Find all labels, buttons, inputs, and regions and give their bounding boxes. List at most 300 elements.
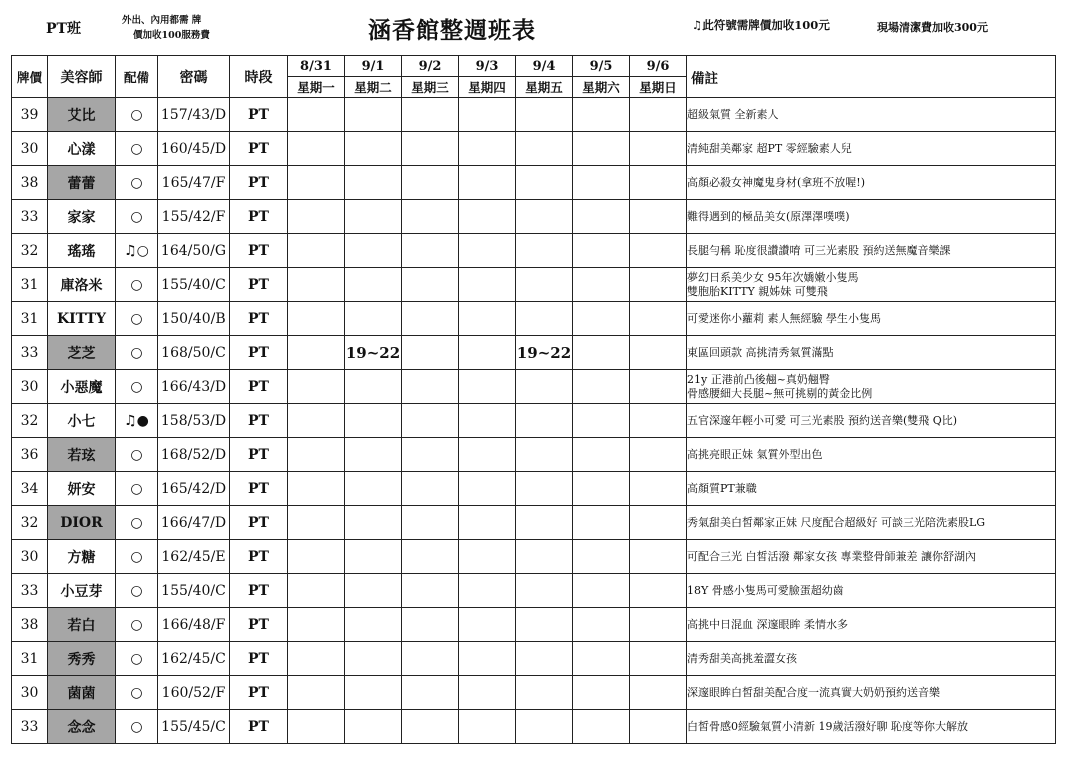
shift-cell — [630, 608, 687, 642]
shift-cell — [573, 642, 630, 676]
shift-cell — [345, 540, 402, 574]
stylist-row — [12, 200, 1056, 234]
price-cell: 39 — [12, 98, 48, 132]
time-slot-cell: PT — [230, 472, 288, 506]
col-header-equip: 配備 — [116, 56, 158, 98]
shift-cell — [573, 336, 630, 370]
shift-cell — [345, 166, 402, 200]
shift-cell — [288, 710, 345, 744]
shift-cell — [630, 472, 687, 506]
shift-cell — [288, 370, 345, 404]
stylist-row — [12, 98, 1056, 132]
shift-cell — [402, 438, 459, 472]
shift-cell — [459, 438, 516, 472]
shift-cell — [288, 200, 345, 234]
stylist-name-cell: 菌菌 — [48, 676, 116, 710]
shift-cell — [630, 132, 687, 166]
remark-cell — [687, 370, 1056, 404]
shift-cell — [345, 710, 402, 744]
date-header: 9/2 — [402, 56, 459, 77]
time-slot-cell: PT — [230, 540, 288, 574]
stylist-name-cell: 若玹 — [48, 438, 116, 472]
shift-cell — [345, 98, 402, 132]
shift-cell — [402, 200, 459, 234]
time-slot-cell: PT — [230, 200, 288, 234]
shift-cell — [402, 710, 459, 744]
shift-cell — [516, 268, 573, 302]
shift-cell — [516, 302, 573, 336]
price-cell: 31 — [12, 302, 48, 336]
stylist-name-cell: 念念 — [48, 710, 116, 744]
shift-cell — [630, 438, 687, 472]
equipment-cell: ○ — [116, 642, 158, 676]
equipment-cell: ○ — [116, 132, 158, 166]
password-cell: 160/52/F — [158, 676, 230, 710]
time-slot-cell: PT — [230, 676, 288, 710]
stylist-name-cell: 秀秀 — [48, 642, 116, 676]
date-header: 9/5 — [573, 56, 630, 77]
shift-cell — [288, 608, 345, 642]
page-title: 涵香館整週班表 — [368, 17, 536, 44]
time-slot-cell: PT — [230, 166, 288, 200]
shift-cell — [402, 506, 459, 540]
col-header-password: 密碼 — [158, 56, 230, 98]
password-cell: 162/45/E — [158, 540, 230, 574]
password-cell: 166/47/D — [158, 506, 230, 540]
date-header: 9/3 — [459, 56, 516, 77]
shift-cell — [630, 268, 687, 302]
shift-cell — [459, 608, 516, 642]
shift-cell — [288, 642, 345, 676]
remark-cell — [687, 404, 1056, 438]
time-slot-cell: PT — [230, 370, 288, 404]
shift-cell — [573, 608, 630, 642]
shift-cell — [573, 710, 630, 744]
remark-cell — [687, 132, 1056, 166]
price-cell: 30 — [12, 676, 48, 710]
remark-line: 難得遇到的極品美女(原澤澤噗噗) — [687, 209, 850, 223]
password-cell: 155/45/C — [158, 710, 230, 744]
shift-cell — [516, 234, 573, 268]
price-cell: 38 — [12, 166, 48, 200]
remark-line: 雙胞胎KITTY 親姊妹 可雙飛 — [687, 284, 828, 298]
stylist-row — [12, 370, 1056, 404]
shift-cell — [573, 506, 630, 540]
weekday-header: 星期日 — [630, 77, 687, 98]
shift-cell — [459, 506, 516, 540]
remark-line: 清秀甜美高挑羞澀女孩 — [687, 651, 797, 665]
shift-cell — [573, 404, 630, 438]
shift-cell — [459, 268, 516, 302]
shift-cell — [630, 302, 687, 336]
remark-line: 高挑亮眼正妹 氣質外型出色 — [687, 447, 823, 461]
remark-line: 超級氣質 全新素人 — [687, 107, 779, 121]
stylist-name-cell: 蕾蕾 — [48, 166, 116, 200]
stylist-name-cell: 小惡魔 — [48, 370, 116, 404]
stylist-name-cell: 瑤瑤 — [48, 234, 116, 268]
stylist-name-cell: 方糖 — [48, 540, 116, 574]
time-slot-cell: PT — [230, 608, 288, 642]
shift-cell — [402, 540, 459, 574]
shift-cell — [573, 132, 630, 166]
shift-cell — [345, 132, 402, 166]
shift-cell — [345, 506, 402, 540]
equipment-cell: ○ — [116, 472, 158, 506]
shift-cell — [402, 302, 459, 336]
password-cell: 164/50/G — [158, 234, 230, 268]
shift-cell — [516, 710, 573, 744]
price-cell: 33 — [12, 336, 48, 370]
shift-cell — [402, 642, 459, 676]
col-header-remark: 備註 — [687, 56, 1056, 98]
stylist-row — [12, 608, 1056, 642]
stylist-name-cell: 若白 — [48, 608, 116, 642]
time-slot-cell: PT — [230, 404, 288, 438]
shift-cell — [345, 608, 402, 642]
shift-cell — [402, 234, 459, 268]
remark-cell — [687, 676, 1056, 710]
stylist-name-cell: 芝芝 — [48, 336, 116, 370]
shift-cell — [402, 268, 459, 302]
price-cell: 33 — [12, 200, 48, 234]
password-cell: 165/42/D — [158, 472, 230, 506]
shift-cell — [459, 200, 516, 234]
remark-cell — [687, 336, 1056, 370]
shift-cell — [630, 200, 687, 234]
remark-line: 秀氣甜美白皙鄰家正妹 尺度配合超級好 可談三光陪洗素股LG — [687, 515, 986, 529]
stylist-row — [12, 574, 1056, 608]
remark-cell — [687, 200, 1056, 234]
shift-cell — [516, 370, 573, 404]
shift-cell — [402, 404, 459, 438]
remark-cell — [687, 710, 1056, 744]
password-cell: 166/48/F — [158, 608, 230, 642]
shift-cell — [573, 370, 630, 404]
remark-line: 可愛迷你小蘿莉 素人無經驗 學生小隻馬 — [687, 311, 881, 325]
price-cell: 38 — [12, 608, 48, 642]
price-cell: 34 — [12, 472, 48, 506]
shift-cell: 19~22 — [345, 336, 402, 370]
password-cell: 157/43/D — [158, 98, 230, 132]
shift-cell — [630, 370, 687, 404]
stylist-name-cell: 心漾 — [48, 132, 116, 166]
weekday-header: 星期二 — [345, 77, 402, 98]
stylist-row — [12, 540, 1056, 574]
equipment-cell: ○ — [116, 608, 158, 642]
equipment-cell: ○ — [116, 676, 158, 710]
equipment-cell: ○ — [116, 302, 158, 336]
remark-line: 清純甜美鄰家 超PT 零經驗素人兒 — [687, 141, 852, 155]
equipment-cell: ○ — [116, 438, 158, 472]
shift-cell — [345, 200, 402, 234]
shift-cell — [630, 710, 687, 744]
shift-cell — [516, 676, 573, 710]
shift-cell — [288, 302, 345, 336]
equipment-cell: ○ — [116, 166, 158, 200]
stylist-name-cell: 小豆芽 — [48, 574, 116, 608]
remark-line: 長腿勻稱 恥度很讚讚唷 可三光素股 預約送無魔音樂課 — [687, 243, 951, 257]
stylist-row — [12, 132, 1056, 166]
shift-cell — [288, 404, 345, 438]
shift-cell — [459, 370, 516, 404]
shift-cell — [630, 506, 687, 540]
stylist-name-cell: 庫洛米 — [48, 268, 116, 302]
remark-line: 五官深邃年輕小可愛 可三光素股 預約送音樂(雙飛 Q比) — [687, 413, 958, 427]
service-fee-note-line2: 價加收100服務費 — [133, 30, 210, 41]
weekday-header: 星期四 — [459, 77, 516, 98]
remark-cell — [687, 574, 1056, 608]
shift-cell — [459, 540, 516, 574]
shift-cell — [630, 166, 687, 200]
stylist-row — [12, 404, 1056, 438]
equipment-cell: ○ — [116, 370, 158, 404]
shift-cell — [402, 98, 459, 132]
col-header-slot: 時段 — [230, 56, 288, 98]
remark-cell — [687, 642, 1056, 676]
shift-cell — [573, 200, 630, 234]
shift-cell — [573, 472, 630, 506]
stylist-row — [12, 676, 1056, 710]
shift-cell — [459, 642, 516, 676]
stylist-name-cell: 家家 — [48, 200, 116, 234]
shift-cell — [516, 166, 573, 200]
symbol-surcharge-note: ♫此符號需牌價加收100元 — [692, 18, 830, 32]
equipment-cell: ○ — [116, 506, 158, 540]
price-cell: 33 — [12, 574, 48, 608]
stylist-row — [12, 234, 1056, 268]
shift-cell — [573, 268, 630, 302]
shift-cell — [402, 370, 459, 404]
shift-cell — [402, 166, 459, 200]
shift-cell — [630, 676, 687, 710]
remark-cell — [687, 472, 1056, 506]
shift-cell — [459, 166, 516, 200]
shift-cell — [516, 608, 573, 642]
time-slot-cell: PT — [230, 574, 288, 608]
shift-cell — [516, 574, 573, 608]
shift-cell — [459, 472, 516, 506]
stylist-row — [12, 166, 1056, 200]
time-slot-cell: PT — [230, 132, 288, 166]
equipment-cell: ○ — [116, 574, 158, 608]
shift-cell — [630, 574, 687, 608]
schedule-body — [12, 98, 1056, 744]
remark-line: 夢幻日系美少女 95年次嬌嫩小隻馬 — [687, 270, 859, 284]
remark-line: 可配合三光 白皙活潑 鄰家女孩 專業整骨師兼差 讓你舒湖內 — [687, 549, 976, 563]
time-slot-cell: PT — [230, 642, 288, 676]
remark-cell — [687, 438, 1056, 472]
shift-cell — [516, 200, 573, 234]
shift-cell — [288, 234, 345, 268]
shift-cell — [345, 472, 402, 506]
stylist-row — [12, 506, 1056, 540]
password-cell: 155/40/C — [158, 574, 230, 608]
weekday-header: 星期六 — [573, 77, 630, 98]
shift-cell — [573, 540, 630, 574]
shift-cell — [459, 132, 516, 166]
shift-cell — [345, 370, 402, 404]
shift-cell — [288, 472, 345, 506]
remark-cell — [687, 98, 1056, 132]
remark-line: 高顏質PT兼職 — [687, 481, 757, 495]
password-cell: 166/43/D — [158, 370, 230, 404]
remark-line: 高挑中日混血 深邃眼眸 柔情水多 — [687, 617, 848, 631]
shift-cell — [459, 234, 516, 268]
class-label: PT班 — [46, 21, 81, 37]
shift-cell — [573, 98, 630, 132]
shift-cell — [345, 642, 402, 676]
shift-cell — [516, 404, 573, 438]
password-cell: 168/50/C — [158, 336, 230, 370]
date-header: 9/6 — [630, 56, 687, 77]
price-cell: 30 — [12, 370, 48, 404]
shift-cell — [402, 676, 459, 710]
stylist-row — [12, 336, 1056, 370]
time-slot-cell: PT — [230, 336, 288, 370]
shift-cell — [516, 506, 573, 540]
remark-line: 21y 正港前凸後翹~真奶翹臀 — [687, 372, 830, 386]
shift-cell — [516, 642, 573, 676]
shift-cell — [345, 438, 402, 472]
password-cell: 155/42/F — [158, 200, 230, 234]
shift-cell — [288, 676, 345, 710]
shift-cell — [459, 336, 516, 370]
shift-cell — [459, 302, 516, 336]
weekday-header: 星期一 — [288, 77, 345, 98]
header-row-dates — [12, 56, 1056, 77]
date-header: 9/1 — [345, 56, 402, 77]
weekday-header: 星期三 — [402, 77, 459, 98]
password-cell: 168/52/D — [158, 438, 230, 472]
shift-cell — [345, 268, 402, 302]
shift-cell — [288, 132, 345, 166]
shift-cell — [573, 574, 630, 608]
stylist-name-cell: 妍安 — [48, 472, 116, 506]
shift-cell — [402, 608, 459, 642]
stylist-name-cell: KITTY — [48, 302, 116, 336]
shift-cell — [459, 574, 516, 608]
shift-cell — [516, 98, 573, 132]
shift-cell — [516, 132, 573, 166]
weekday-header: 星期五 — [516, 77, 573, 98]
price-cell: 30 — [12, 540, 48, 574]
stylist-row — [12, 642, 1056, 676]
shift-cell — [288, 438, 345, 472]
shift-cell — [573, 438, 630, 472]
time-slot-cell: PT — [230, 234, 288, 268]
shift-cell — [402, 574, 459, 608]
shift-cell — [459, 98, 516, 132]
shift-cell — [573, 302, 630, 336]
remark-line: 高顏必殺女神魔鬼身材(拿班不放喔!) — [687, 175, 866, 189]
col-header-price: 牌價 — [12, 56, 48, 98]
shift-cell — [402, 336, 459, 370]
date-header: 9/4 — [516, 56, 573, 77]
shift-cell — [345, 676, 402, 710]
weekly-schedule-table — [11, 55, 1056, 744]
time-slot-cell: PT — [230, 98, 288, 132]
shift-cell — [288, 574, 345, 608]
sheet-header — [0, 0, 1070, 54]
remark-cell — [687, 302, 1056, 336]
stylist-row — [12, 438, 1056, 472]
stylist-name-cell: 艾比 — [48, 98, 116, 132]
time-slot-cell: PT — [230, 302, 288, 336]
password-cell: 155/40/C — [158, 268, 230, 302]
cleaning-fee-note: 現場清潔費加收300元 — [877, 21, 988, 34]
shift-cell — [288, 268, 345, 302]
service-fee-note-line1: 外出、內用都需 牌 — [122, 15, 202, 26]
shift-cell — [402, 132, 459, 166]
stylist-name-cell: 小七 — [48, 404, 116, 438]
shift-cell — [345, 302, 402, 336]
remark-line: 18Y 骨感小隻馬可愛臉蛋超幼齒 — [687, 583, 844, 597]
shift-cell: 19~22 — [516, 336, 573, 370]
shift-cell — [345, 574, 402, 608]
remark-cell — [687, 540, 1056, 574]
shift-cell — [288, 98, 345, 132]
remark-cell — [687, 234, 1056, 268]
shift-cell — [459, 404, 516, 438]
shift-cell — [345, 404, 402, 438]
stylist-row — [12, 302, 1056, 336]
remark-line: 東區回頭款 高挑清秀氣質滿點 — [687, 345, 834, 359]
price-cell: 32 — [12, 506, 48, 540]
shift-cell — [630, 98, 687, 132]
price-cell: 31 — [12, 268, 48, 302]
password-cell: 158/53/D — [158, 404, 230, 438]
password-cell: 160/45/D — [158, 132, 230, 166]
shift-cell — [630, 540, 687, 574]
shift-cell — [516, 540, 573, 574]
time-slot-cell: PT — [230, 268, 288, 302]
date-header: 8/31 — [288, 56, 345, 77]
shift-cell — [630, 234, 687, 268]
password-cell: 162/45/C — [158, 642, 230, 676]
stylist-name-cell: DIOR — [48, 506, 116, 540]
stylist-row — [12, 472, 1056, 506]
stylist-row — [12, 268, 1056, 302]
time-slot-cell: PT — [230, 506, 288, 540]
shift-cell — [402, 472, 459, 506]
shift-cell — [459, 710, 516, 744]
time-slot-cell: PT — [230, 710, 288, 744]
shift-cell — [288, 166, 345, 200]
shift-cell — [630, 404, 687, 438]
price-cell: 32 — [12, 404, 48, 438]
shift-cell — [345, 234, 402, 268]
remark-cell — [687, 506, 1056, 540]
shift-cell — [459, 676, 516, 710]
remark-line: 深邃眼眸白皙甜美配合度一流真實大奶奶預約送音樂 — [687, 685, 940, 699]
equipment-cell: ○ — [116, 200, 158, 234]
equipment-cell: ○ — [116, 336, 158, 370]
equipment-cell: ♫○ — [116, 234, 158, 268]
remark-cell — [687, 166, 1056, 200]
password-cell: 165/47/F — [158, 166, 230, 200]
price-cell: 33 — [12, 710, 48, 744]
remark-line: 骨感腰細大長腿~無可挑剔的黃金比例 — [687, 386, 873, 400]
equipment-cell: ○ — [116, 710, 158, 744]
shift-cell — [630, 336, 687, 370]
price-cell: 36 — [12, 438, 48, 472]
shift-cell — [288, 506, 345, 540]
equipment-cell: ♫● — [116, 404, 158, 438]
remark-cell — [687, 268, 1056, 302]
shift-cell — [630, 642, 687, 676]
price-cell: 32 — [12, 234, 48, 268]
remark-cell — [687, 608, 1056, 642]
